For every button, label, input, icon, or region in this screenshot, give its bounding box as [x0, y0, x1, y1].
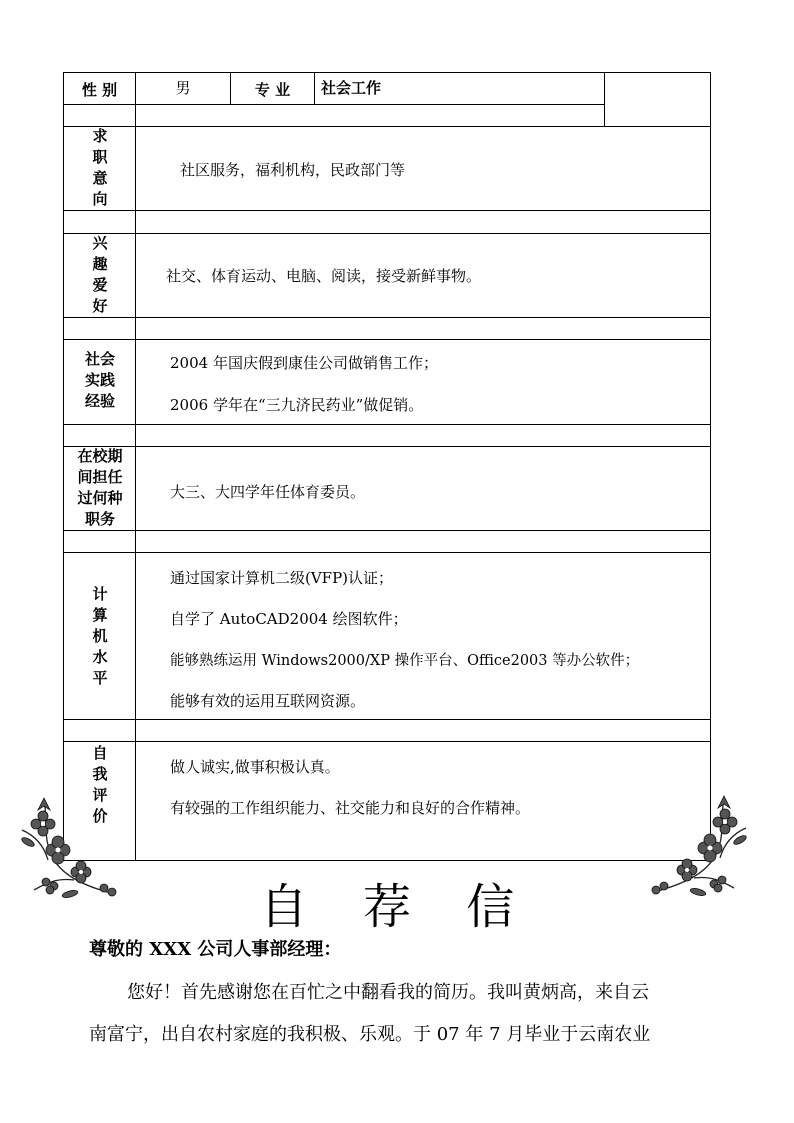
computer-line-2: 自学了 AutoCAD2004 绘图软件；	[170, 610, 408, 628]
letter-line-1: 您好！首先感谢您在百忙之中翻看我的简历。我叫黄炳高，来自云	[127, 982, 649, 1003]
section-label-self-evaluation: 自 我 评 价	[92, 744, 108, 825]
letter-salutation: 尊敬的 XXX 公司人事部经理：	[89, 939, 342, 960]
row-line	[63, 424, 711, 425]
row-line	[63, 530, 711, 531]
row-line	[63, 104, 605, 105]
letter-title: 自 荐 信	[259, 879, 535, 935]
row-line	[63, 317, 711, 318]
computer-line-3: 能够熟练运用 Windows2000/XP 操作平台、Office2003 等办公软件；	[170, 653, 640, 669]
row-line	[63, 126, 711, 127]
gender-label: 性 别	[81, 81, 118, 99]
row-line	[63, 339, 711, 340]
section-label-hobbies: 兴 趣 爱 好	[92, 234, 108, 315]
row-line	[63, 446, 711, 447]
row-line	[63, 860, 711, 861]
self-eval-line-2: 有较强的工作组织能力、社交能力和良好的合作精神。	[170, 799, 531, 817]
major-value: 社会工作	[321, 79, 382, 97]
section-label-positions: 在校期 间担任 过何种 职务	[77, 447, 123, 528]
section-label-practice: 社会 实践 经验	[84, 350, 115, 410]
job-intention-text: 社区服务，福利机构，民政部门等	[180, 161, 406, 179]
computer-line-1: 通过国家计算机二级(VFP)认证；	[170, 569, 394, 587]
practice-line-1: 2004 年国庆假到康佳公司做销售工作；	[170, 354, 438, 372]
row-line	[63, 210, 711, 211]
self-eval-line-1: 做人诚实,做事积极认真。	[170, 758, 340, 776]
computer-line-4: 能够有效的运用互联网资源。	[170, 692, 366, 710]
row-line	[63, 72, 711, 73]
row-line	[63, 552, 711, 553]
photo-divider	[604, 72, 605, 126]
row-line	[63, 741, 711, 742]
hobbies-text: 社交、体育运动、电脑、阅读，接受新鲜事物。	[166, 267, 482, 285]
section-label-computer: 计 算 机 水 平	[92, 585, 108, 687]
positions-text: 大三、大四学年任体育委员。	[170, 483, 366, 501]
row-line	[63, 233, 711, 234]
practice-line-2: 2006 学年在“三九济民药业”做促销。	[170, 396, 424, 414]
section-label-job-intention: 求 职 意 向	[92, 127, 108, 208]
divider	[314, 72, 315, 104]
table-border-right	[710, 72, 711, 861]
major-label: 专 业	[254, 81, 291, 99]
gender-value: 男	[175, 79, 191, 97]
row-line	[63, 719, 711, 720]
letter-line-2: 南富宁，出自农村家庭的我积极、乐观。于 07 年 7 月毕业于云南农业	[89, 1024, 651, 1045]
